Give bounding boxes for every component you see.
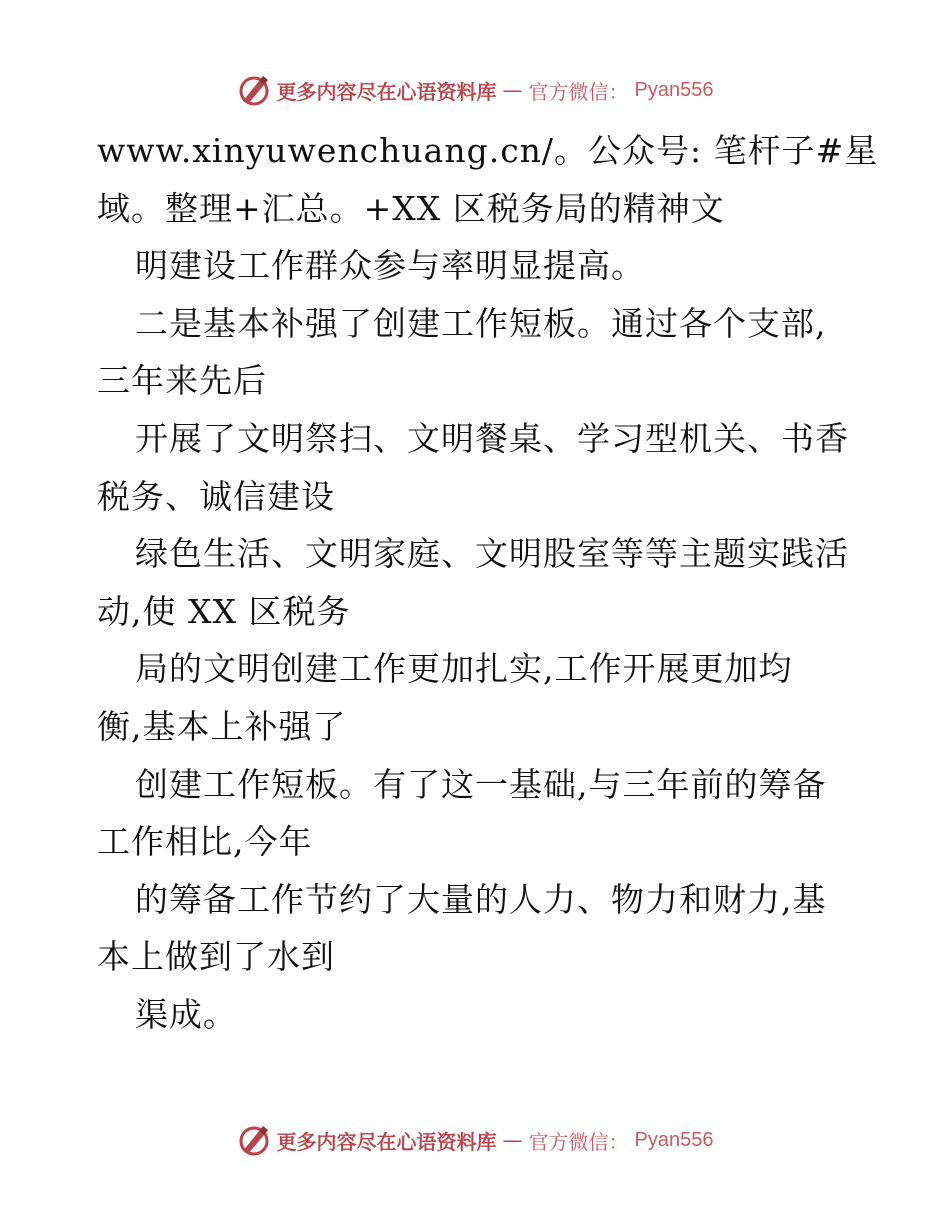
- text-line: 本上做到了水到: [97, 937, 335, 977]
- text-line: 二是基本补强了创建工作短板。通过各个支部,: [135, 303, 827, 343]
- footer-banner: [0, 1120, 950, 1160]
- pen-logo-icon: [237, 73, 271, 107]
- text-line: 动,使 XX 区税务: [97, 591, 351, 631]
- banner-wechat-id: Pyan556: [634, 1128, 714, 1151]
- banner-dash: —: [502, 1128, 523, 1152]
- text-line: www.xinyuwenchuang.cn/。公众号: 笔杆子#星: [97, 131, 879, 170]
- text-line: 衡,基本上补强了: [97, 706, 347, 746]
- text-line: 工作相比,今年: [97, 822, 313, 862]
- text-line: 渠成。: [135, 994, 237, 1034]
- banner-wechat-label: 官方微信：: [528, 79, 629, 104]
- banner-wechat-label: 官方微信：: [528, 1129, 629, 1154]
- text-line: 创建工作短板。有了这一基础,与三年前的筹备: [135, 764, 827, 804]
- text-line: 局的文明创建工作更加扎实,工作开展更加均: [135, 649, 793, 689]
- banner-dash: —: [502, 78, 523, 102]
- document-body: [97, 122, 879, 1044]
- text-line: 明建设工作群众参与率明显提高。: [135, 246, 645, 286]
- header-banner: [0, 70, 950, 110]
- banner-wechat-id: Pyan556: [634, 78, 714, 101]
- banner-main-text: 更多内容尽在心语资料库: [276, 79, 497, 104]
- text-line: 绿色生活、文明家庭、文明股室等等主题实践活: [135, 534, 849, 574]
- text-line: 税务、诚信建设: [97, 476, 335, 516]
- text-line: 的筹备工作节约了大量的人力、物力和财力,基: [135, 879, 827, 919]
- text-line: 三年来先后: [97, 361, 267, 401]
- pen-logo-icon: [237, 1123, 271, 1157]
- text-line: 开展了文明祭扫、文明餐桌、学习型机关、书香: [135, 418, 849, 458]
- banner-main-text: 更多内容尽在心语资料库: [276, 1129, 497, 1154]
- text-line: 域。整理+汇总。+XX 区税务局的精神文: [97, 188, 725, 228]
